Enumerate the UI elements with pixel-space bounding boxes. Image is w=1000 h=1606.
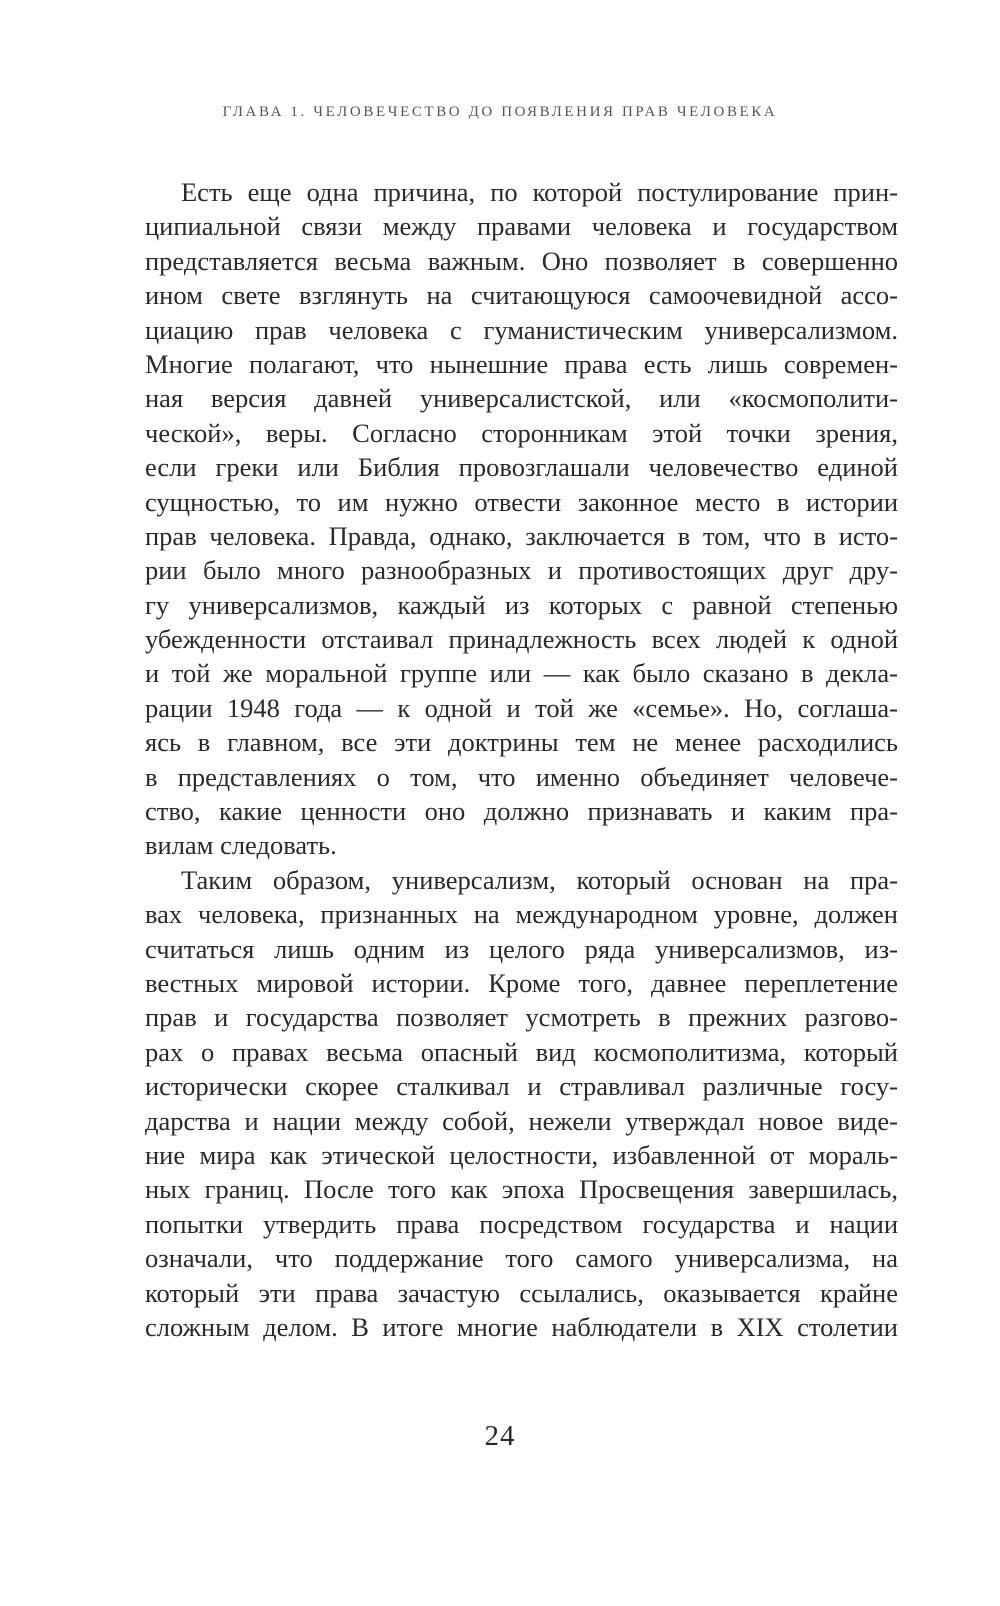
text-line: прав и государства позволяет усмотреть в прежних разгово- [145, 1002, 898, 1033]
text-line: дарства и нации между собой, нежели утверждал новое виде- [145, 1105, 898, 1136]
text-line: если греки или Библия провозглашали человечество единой [145, 452, 898, 483]
text-line: Есть еще одна причина, по которой постулирование прин- [181, 177, 898, 207]
body-text [145, 175, 898, 1344]
text-line: рии было много разнообразных и противостоящих друг дру- [145, 555, 898, 586]
text-line: циацию прав человека с гуманистическим универсализмом. [145, 314, 898, 345]
text-line: Таким образом, универсализм, который основан на пра- [181, 864, 898, 895]
text-line: вах человека, признанных на международном уровне, должен [145, 899, 898, 930]
text-line: рации 1948 года — к одной и той же «семье». Но, соглаша- [145, 692, 898, 723]
running-header: ГЛАВА 1. ЧЕЛОВЕЧЕСТВО ДО ПОЯВЛЕНИЯ ПРАВ ЧЕЛОВЕКА [222, 104, 778, 120]
text-line: считаться лишь одним из целого ряда универсализмов, из- [145, 933, 898, 964]
text-line: который эти права зачастую ссылались, оказывается крайне [145, 1277, 898, 1308]
text-line: ство, какие ценности оно должно признавать и каким пра- [145, 796, 898, 827]
text-line: вестных мировой истории. Кроме того, давнее переплетение [145, 967, 898, 998]
text-line: исторически скорее сталкивал и стравливал различные госу- [145, 1071, 898, 1102]
text-line: ясь в главном, все эти доктрины тем не менее расходились [145, 727, 898, 758]
text-line: означали, что поддержание того самого универсализма, на [145, 1243, 898, 1274]
text-line: сущностью, то им нужно отвести законное место в истории [145, 486, 898, 517]
paragraph [145, 175, 898, 863]
text-line: ципиальной связи между правами человека и государством [145, 211, 898, 242]
text-line: в представлениях о том, что именно объединяет человече- [145, 761, 898, 792]
text-line: прав человека. Правда, однако, заключается в том, что в исто- [145, 520, 898, 551]
text-line: ная версия давней универсалистской, или «космополити- [145, 383, 898, 414]
page-number: 24 [484, 1420, 516, 1452]
text-line: вилам следовать. [145, 830, 337, 861]
paragraph [145, 863, 898, 1344]
text-line: гу универсализмов, каждый из которых с равной степенью [145, 589, 898, 620]
text-line: ческой», веры. Согласно сторонникам этой точки зрения, [145, 417, 898, 448]
text-line: ных границ. После того как эпоха Просвещения завершилась, [145, 1174, 898, 1205]
text-line: представляется весьма важным. Оно позволяет в совершенно [145, 245, 898, 276]
text-line: Многие полагают, что нынешние права есть лишь современ- [145, 348, 898, 379]
text-line: ином свете взглянуть на считающуюся самоочевидной ассо- [145, 280, 898, 311]
text-line: убежденности отстаивал принадлежность всех людей к одной [145, 624, 898, 655]
text-line: и той же моральной группе или — как было сказано в декла- [145, 658, 898, 689]
text-line: рах о правах весьма опасный вид космополитизма, который [145, 1036, 898, 1067]
text-line: ние мира как этической целостности, избавленной от мораль- [145, 1139, 898, 1170]
text-line: сложным делом. В итоге многие наблюдатели в XIX столетии [145, 1311, 898, 1342]
text-line: попытки утвердить права посредством государства и нации [145, 1208, 898, 1239]
